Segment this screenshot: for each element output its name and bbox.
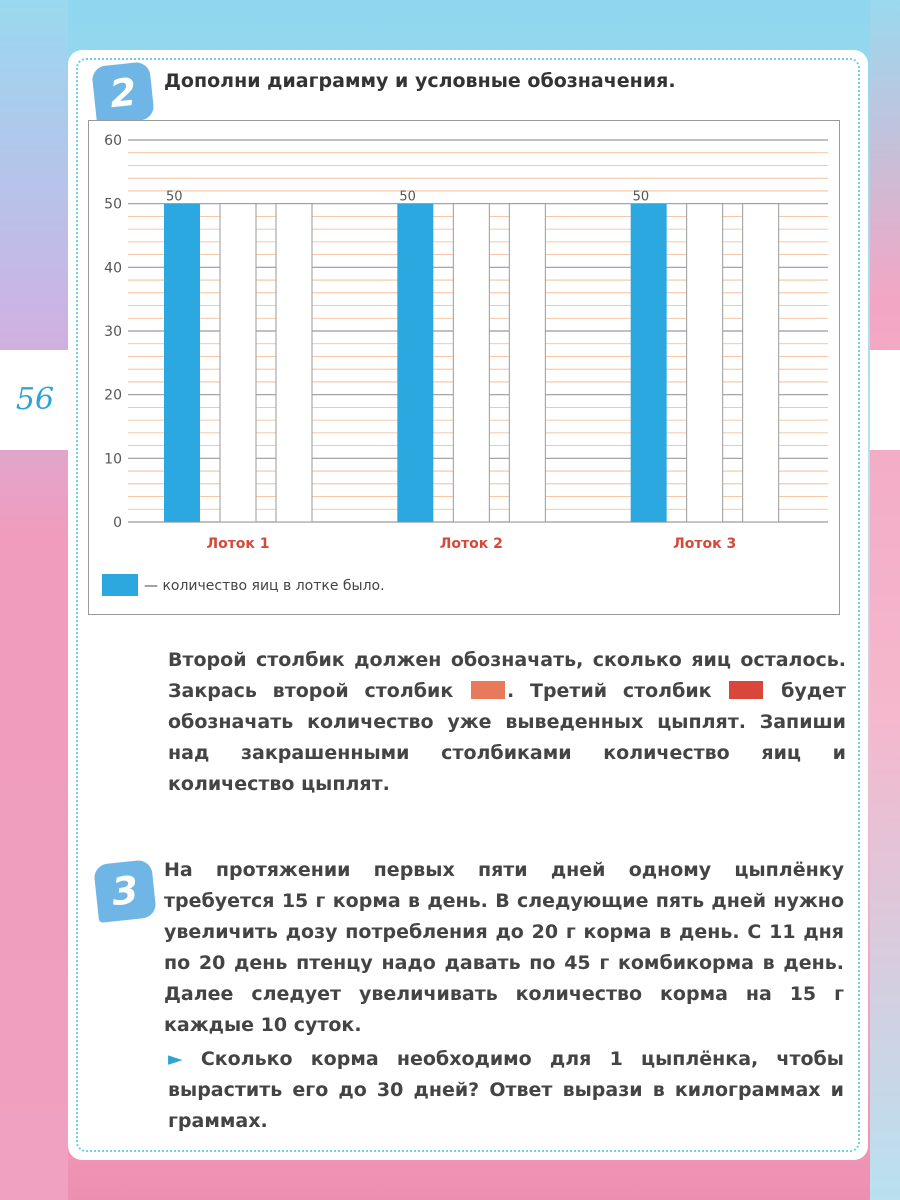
right-decorative-margin bbox=[870, 0, 900, 1200]
dark-red-swatch bbox=[729, 681, 763, 699]
arrow-icon: ► bbox=[168, 1048, 183, 1070]
task3-text: На протяжении первых пяти дней одному цыплёнку требуется 15 г корма в день. В следующие пять дней нужно увеличить дозу потребления до 20 г корма в день. С 11 дня по 20 день птенцу надо давать по 45 г комбикорма в день. Далее следует увеличивать количество корма на 15 г каждые 10 суток. bbox=[164, 859, 844, 1036]
y-tick-label: 40 bbox=[104, 260, 122, 277]
task2-title: Дополни диаграмму и условные обозначения. bbox=[164, 70, 676, 92]
bar-data-label: 50 bbox=[399, 189, 416, 205]
light-red-swatch bbox=[471, 681, 505, 699]
bar-chart bbox=[88, 120, 840, 615]
bar-лоток-2-3 bbox=[509, 204, 545, 522]
bar-лоток-3-3 bbox=[743, 204, 779, 522]
y-tick-label: 50 bbox=[104, 196, 122, 213]
y-tick-label: 20 bbox=[104, 387, 122, 404]
category-label: Лоток 2 bbox=[439, 536, 503, 552]
page-number: 56 bbox=[15, 382, 55, 417]
task3-question-text: Сколько корма необходимо для 1 цыплёнка, чтобы вырастить его до 30 дней? Ответ вырази в килограммах и граммах. bbox=[168, 1048, 844, 1132]
bar-data-label: 50 bbox=[166, 189, 183, 205]
task2-badge: 2 bbox=[91, 61, 155, 125]
bar-лоток-3-2 bbox=[687, 204, 723, 522]
y-tick-label: 0 bbox=[113, 515, 122, 531]
left-decorative-margin bbox=[0, 0, 68, 1200]
category-label: Лоток 3 bbox=[673, 536, 737, 552]
legend-label: — количество яиц в лотке было. bbox=[144, 578, 385, 594]
task3-question bbox=[168, 1044, 844, 1137]
instruction-text-2: . Третий столбик bbox=[507, 680, 728, 702]
task3-badge: 3 bbox=[93, 859, 157, 923]
bar-лоток-3-1 bbox=[631, 204, 667, 522]
right-tab bbox=[870, 350, 900, 450]
bar-data-label: 50 bbox=[632, 189, 650, 205]
instruction-text-1: Второй столбик должен обозначать, сколько яиц осталось. Закрась второй столбик bbox=[168, 649, 846, 702]
bar-лоток-1-1 bbox=[164, 204, 200, 522]
bar-лоток-1-3 bbox=[276, 204, 312, 522]
bar-лоток-2-1 bbox=[397, 204, 433, 522]
legend-swatch bbox=[102, 574, 138, 596]
category-label: Лоток 1 bbox=[206, 536, 270, 552]
y-tick-label: 10 bbox=[104, 451, 122, 468]
y-tick-label: 30 bbox=[104, 324, 122, 340]
instruction-paragraph bbox=[168, 645, 846, 800]
instruction-text-3: будет обозначать количество уже выведенных цыплят. Запиши над закрашенными столбиками количество яиц и количество цыплят. bbox=[168, 680, 846, 795]
bar-лоток-2-2 bbox=[453, 204, 489, 522]
y-tick-label: 60 bbox=[104, 133, 122, 149]
bar-лоток-1-2 bbox=[220, 204, 256, 522]
